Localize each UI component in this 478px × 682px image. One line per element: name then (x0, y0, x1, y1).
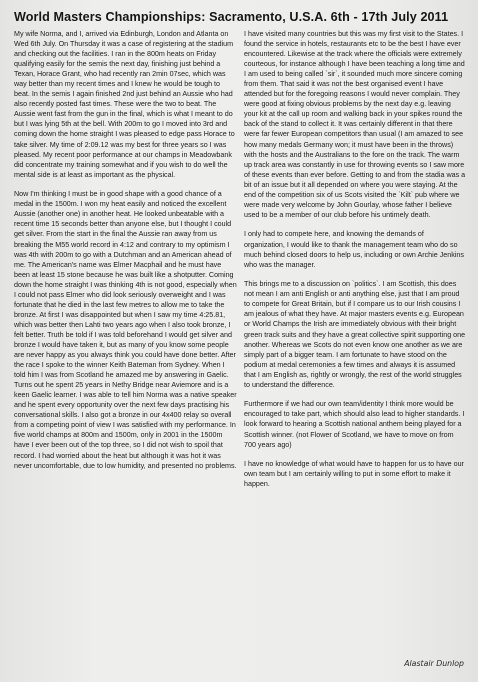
article-title: World Masters Championships: Sacramento, U.S.A. 6th - 17th July 2011 (14, 10, 449, 24)
paragraph: Furthermore if we had our own team/identity I think more would be encouraged to take part, which should also lead to higher standards. I look forward to hearing a Scottish national anthem being played for a Scottish winner. (not Flower of Scotland, we have to move on from 700 years ago) (244, 400, 465, 449)
author-signature: Alastair Dunlop (404, 659, 464, 668)
paragraph: I have visited many countries but this was my first visit to the States. I found the service in hotels, restaurants etc to be the best I have ever encountered. Likewise at the track where the officials were extremely courteous, for instance although I have been teaching a long time and I am used to being called `sir`, it sounded much more sincere coming from them. That said it was not the best organised event I have attended but for the foregoing reasons I would never complain. They were good at fixing obvious problems by the next day e.g. leaving your kit at the call up room and walking back in your spikes round the back of the stand to collect it. It was certainly different in that there were far fewer European competitors than usual (I am amazed to see how many medals Germany won; it must have been in the throws) with the hosts and the Australians to the fore on the track. The warm up track area was constantly in use for throwing events so I saw more of these events than ever before. Getting to and from the stadia was a bit of an issue but it all depended on where you were staying. At the end of the competition six of us Scots visited the `Kilt` pub where we were made very welcome by John Gourlay, whose father I believe used to be a member of our club before his untimely death. (244, 30, 466, 219)
left-column (14, 29, 237, 480)
right-column (244, 29, 466, 499)
paragraph: This brings me to a discussion on `politics`. I am Scottish, this does not mean I am anti English or anti anything else, just that I am proud to compete for Great Britain, but if I compare us to our Irish cousins I am jealous of what they have. At major masters events e.g. European or World Champs the Irish are immediately obvious with their bright green track suits and they have a great collective spirit supporting one another. Whereas we Scots do not even know one another as we are simply part of a bigger team. I am fortunate to have stood on the podium at medal ceremonies a few times and always it is assumed that I am English as, rightly or wrongly, the rest of the world struggles to understand the difference. (244, 280, 466, 389)
paragraph: My wife Norma, and I, arrived via Edinburgh, London and Atlanta on Wed 6th July. On Thursday it was a case of registering at the stadium and checking out the facilities. I ran in the 800m heats on Friday qualifying easily for the semis the next day, finishing just behind a Texan, Horace Grant, who had recently ran 2min 07sec, which was way better than my recent times and I knew he would be tough to beat. In the semis I again finished 2nd just behind an Aussie who had also recently posted fast times. These were the two to beat. The Aussie went fast from the gun in the final, which is what I meant to do but I was lying 5th at the bell. With 200m to go I moved into 3rd and coming down the home straight I was pleased to edge pass Horace to take silver. My time of 2:09.12 was my best for three years so I was pleased. My recent poor performance at our champs in Meadowbank did concentrate my training somewhat and if you wish to do well the mental side is at least as important as the physical. (14, 30, 235, 179)
paragraph: Now I'm thinking I must be in good shape with a good chance of a medal in the 1500m. I won my heat easily and noticed the excellent Aussie (another one) in another heat. He looked unbeatable with a recent time 15 seconds better than anyone else, but I thought I could get silver. From the start in the final the Aussie ran away from us breaking the M55 world record in 4:12 and contrary to my optimism I was 4th with 200m to go with a Dutchman and an American ahead of me. The American's name was Elmer Macphail and he must have been at least 15 stone because he was built like a shotputter. Coming down the home straight I was thinking 4th is not good, especially when I could not pass Elmer who did look seriously overweight and I was fortunate that he died in the last few metres to allow me to take the bronze. At first I was disappointed but when I saw my time 4:25.81, which was better then Lahti two years ago when I also took bronze, I felt better. Truth be told if I was told beforehand I would get silver and bronze I would have taken it, but as many of you know some people are never happy as you always think you could have done better. After the race I spoke to the winner Keith Bateman from Sydney. When I told him I was from Scotland he amazed me by answering in Gaelic. Turns out he spent 25 years in Nethy Bridge near Aviemore and is a keen Gaelic learner. I was able to tell him Norma was a native speaker and he spent every opportunity over the next few days practising his conversational skills. I also got a bronze in our 4x400 relay so overall from a competing point of view I was satisfied with my performance. In five world champs at 800m and 1500m, only in 2001 in the 1500m have I ever been out of the top three, so I did not wish to spoil that record. I had worried about the heat but although it was hot it was never uncomfortable, due to low humidity, and presented no problems. (14, 190, 237, 470)
paragraph: I only had to compete here, and knowing the demands of organization, I would like to thank the management team who do so much behind closed doors to help us, including or own Archie Jenkins who was the manager. (244, 230, 464, 269)
paragraph: I have no knowledge of what would have to happen for us to have our own team but I am certainly willing to put in some effort to make it happen. (244, 460, 464, 489)
